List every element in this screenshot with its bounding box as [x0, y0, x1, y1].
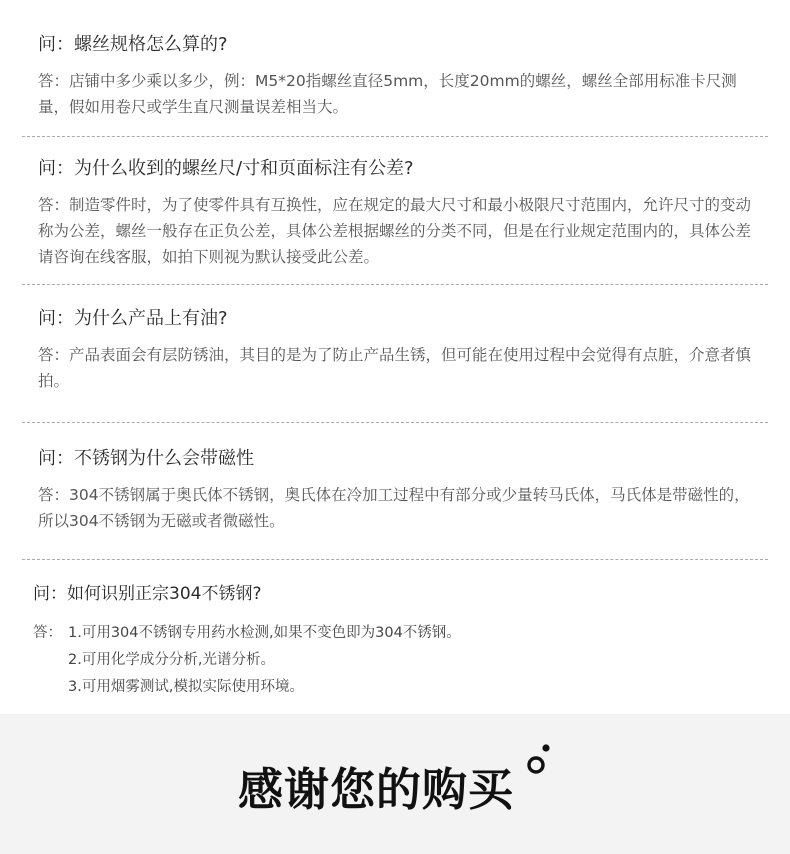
faq-question-2: 问：为什么收到的螺丝尺/寸和页面标注有公差?	[38, 158, 414, 179]
answer-item-3: 3.可用烟雾测试,模拟实际使用环境。	[68, 679, 304, 695]
faq-answer-3: 答：产品表面会有层防锈油，其目的是为了防止产品生锈，但可能在使用过程中会觉得有点脏，介意者慎拍。	[38, 346, 752, 390]
dashed-divider-1	[22, 136, 768, 137]
faq-item-3	[38, 307, 760, 394]
faq-item-4	[38, 447, 760, 534]
answer-item-2: 2.可用化学成分分析,光谱分析。	[68, 652, 275, 668]
dashed-divider-3	[22, 422, 768, 423]
faq-item-5	[33, 582, 760, 606]
thanks-title: 感谢您的购买	[238, 763, 515, 816]
list-item	[33, 647, 461, 674]
faq-question-3: 问：为什么产品上有油?	[38, 308, 228, 329]
faq-item-1	[38, 33, 760, 120]
dots-icon	[526, 740, 556, 780]
faq-question-4: 问：不锈钢为什么会带磁性	[38, 448, 254, 469]
faq-answer-1: 答：店铺中多少乘以多少，例：M5*20指螺丝直径5mm，长度20mm的螺丝，螺丝全部用标准卡尺测量，假如用卷尺或学生直尺测量误差相当大。	[38, 72, 737, 116]
faq-answer-4: 答：304不锈钢属于奥氏体不锈钢，奥氏体在冷加工过程中有部分或少量转马氏体，马氏体是带磁性的，所以304不锈钢为无磁或者微磁性。	[38, 486, 750, 530]
faq-question-1: 问：螺丝规格怎么算的?	[38, 34, 228, 55]
faq-question-5: 问：如何识别正宗304不锈钢?	[33, 584, 262, 604]
faq-item-2	[38, 157, 760, 270]
dashed-divider-2	[22, 284, 768, 285]
faq-answer-2: 答：制造零件时，为了使零件具有互换性，应在规定的最大尺寸和最小极限尺寸范围内，允许尺寸的变动称为公差，螺丝一般存在正负公差，具体公差根据螺丝的分类不同，但是在行业规定范围内的，具体公差请咨询在线客服，如拍下则视为默认接受此公差。	[38, 196, 752, 266]
dashed-divider-4	[22, 559, 768, 560]
answer-prefix: 答：	[33, 625, 62, 641]
answer-item-1: 1.可用304不锈钢专用药水检测,如果不变色即为304不锈钢。	[68, 625, 461, 641]
list-item	[33, 620, 461, 647]
list-item	[33, 674, 461, 701]
faq-answer-5-list	[33, 620, 461, 701]
